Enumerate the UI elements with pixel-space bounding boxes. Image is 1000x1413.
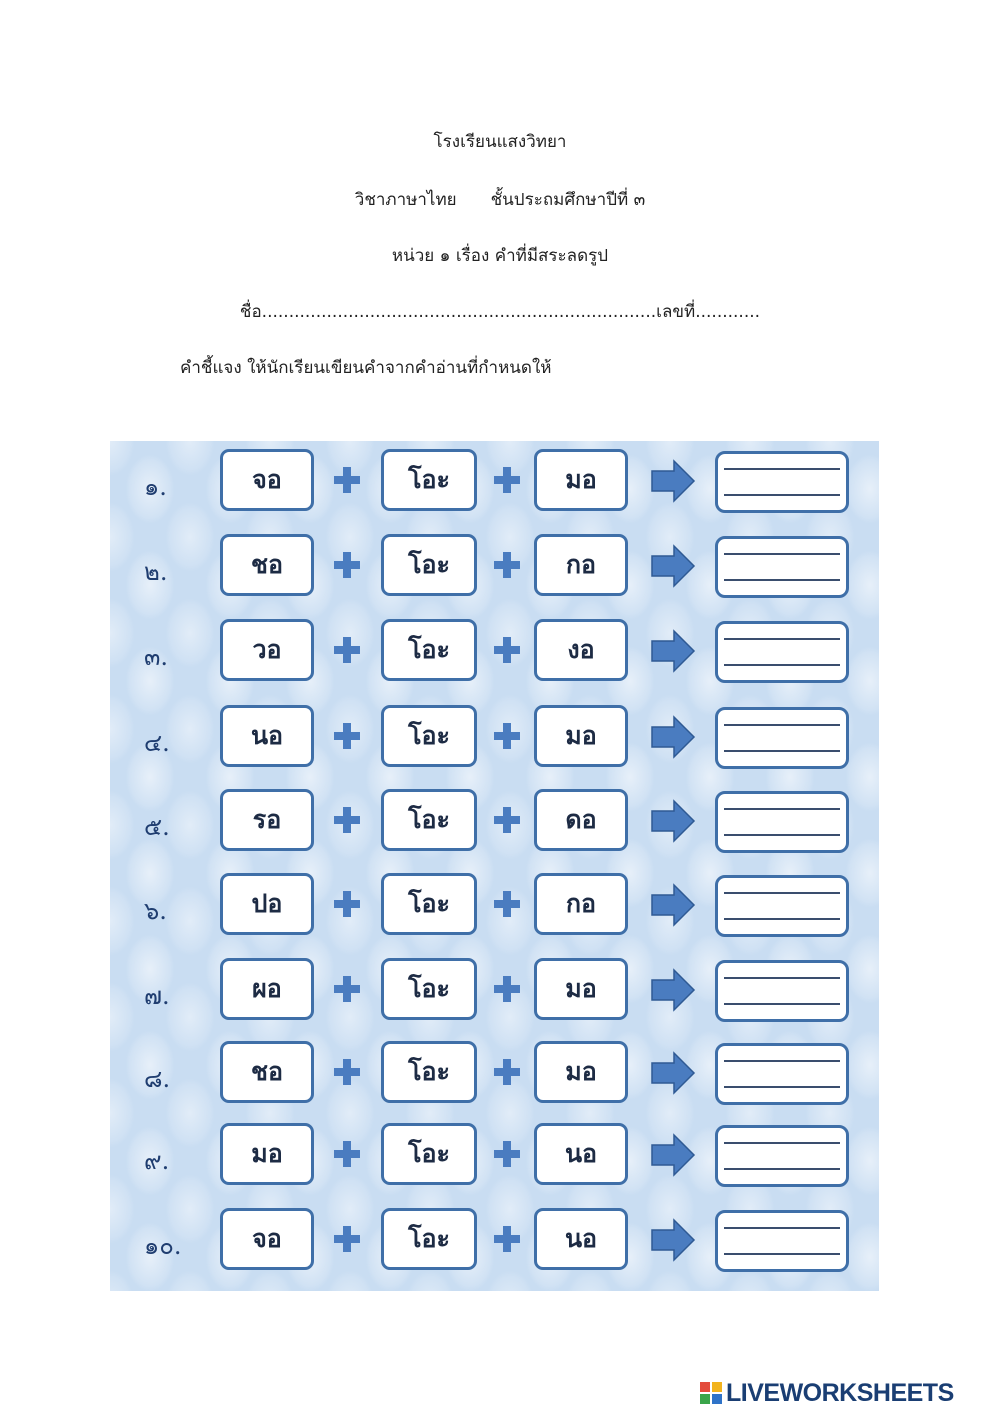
- initial-consonant-tile: วอ: [220, 619, 314, 681]
- initial-consonant-tile: นอ: [220, 705, 314, 767]
- arrow-right-icon: [650, 883, 696, 927]
- subject-line: [0, 186, 1000, 213]
- exercise-row: [110, 449, 879, 519]
- item-number: ๖.: [144, 897, 167, 925]
- arrow-right-icon: [650, 1051, 696, 1095]
- plus-icon: [494, 1226, 520, 1252]
- exercise-row: [110, 789, 879, 859]
- final-consonant-tile: มอ: [534, 705, 628, 767]
- exercise-row: [110, 1208, 879, 1278]
- arrow-right-icon: [650, 1133, 696, 1177]
- arrow-right-icon: [650, 1218, 696, 1262]
- name-number-line: ชื่อ.........................................................................เลขที่............: [239, 302, 761, 322]
- plus-icon: [494, 637, 520, 663]
- item-number: ๗.: [144, 982, 170, 1010]
- unit-title: หน่วย ๑ เรื่อง คำที่มีสระลดรูป: [391, 246, 609, 266]
- final-consonant-tile: กอ: [534, 873, 628, 935]
- brand-name: LIVEWORKSHEETS: [726, 1378, 954, 1407]
- item-number: ๓.: [144, 643, 169, 671]
- vowel-tile: โอะ: [381, 1041, 477, 1103]
- initial-consonant-tile: มอ: [220, 1123, 314, 1185]
- arrow-right-icon: [650, 544, 696, 588]
- plus-icon: [334, 891, 360, 917]
- answer-box[interactable]: [715, 536, 849, 598]
- plus-icon: [494, 807, 520, 833]
- initial-consonant-tile: ชอ: [220, 534, 314, 596]
- item-number: ๑๐.: [144, 1232, 182, 1260]
- answer-box[interactable]: [715, 1125, 849, 1187]
- answer-box[interactable]: [715, 451, 849, 513]
- answer-box[interactable]: [715, 1043, 849, 1105]
- vowel-tile: โอะ: [381, 873, 477, 935]
- footer-logo: [700, 1378, 954, 1408]
- plus-icon: [494, 1141, 520, 1167]
- exercise-row: [110, 705, 879, 775]
- vowel-tile: โอะ: [381, 1123, 477, 1185]
- plus-icon: [334, 467, 360, 493]
- vowel-tile: โอะ: [381, 619, 477, 681]
- final-consonant-tile: มอ: [534, 958, 628, 1020]
- item-number: ๒.: [144, 558, 168, 586]
- plus-icon: [334, 637, 360, 663]
- instruction-text: คำชี้แจง ให้นักเรียนเขียนคำจากคำอ่านที่กำหนดให้: [180, 358, 552, 378]
- final-consonant-tile: กอ: [534, 534, 628, 596]
- answer-box[interactable]: [715, 621, 849, 683]
- plus-icon: [494, 552, 520, 578]
- final-consonant-tile: นอ: [534, 1208, 628, 1270]
- vowel-tile: โอะ: [381, 534, 477, 596]
- initial-consonant-tile: ชอ: [220, 1041, 314, 1103]
- arrow-right-icon: [650, 968, 696, 1012]
- plus-icon: [494, 1059, 520, 1085]
- arrow-right-icon: [650, 715, 696, 759]
- plus-icon: [334, 552, 360, 578]
- plus-icon: [494, 467, 520, 493]
- exercise-row: [110, 1041, 879, 1111]
- plus-icon: [334, 1226, 360, 1252]
- liveworksheets-logo-icon: [700, 1382, 722, 1404]
- plus-icon: [334, 723, 360, 749]
- plus-icon: [494, 723, 520, 749]
- initial-consonant-tile: จอ: [220, 1208, 314, 1270]
- final-consonant-tile: มอ: [534, 1041, 628, 1103]
- plus-icon: [334, 807, 360, 833]
- arrow-right-icon: [650, 459, 696, 503]
- plus-icon: [494, 976, 520, 1002]
- item-number: ๙.: [144, 1147, 170, 1175]
- subject-name: วิชาภาษาไทย: [354, 190, 457, 210]
- initial-consonant-tile: ปอ: [220, 873, 314, 935]
- item-number: ๕.: [144, 813, 170, 841]
- plus-icon: [494, 891, 520, 917]
- initial-consonant-tile: จอ: [220, 449, 314, 511]
- vowel-tile: โอะ: [381, 705, 477, 767]
- vowel-tile: โอะ: [381, 1208, 477, 1270]
- exercise-row: [110, 619, 879, 689]
- exercise-board: [110, 441, 879, 1291]
- exercise-row: [110, 958, 879, 1028]
- answer-box[interactable]: [715, 960, 849, 1022]
- initial-consonant-tile: รอ: [220, 789, 314, 851]
- vowel-tile: โอะ: [381, 449, 477, 511]
- answer-box[interactable]: [715, 707, 849, 769]
- answer-box[interactable]: [715, 875, 849, 937]
- item-number: ๑.: [144, 473, 167, 501]
- plus-icon: [334, 1141, 360, 1167]
- final-consonant-tile: นอ: [534, 1123, 628, 1185]
- final-consonant-tile: งอ: [534, 619, 628, 681]
- vowel-tile: โอะ: [381, 958, 477, 1020]
- exercise-row: [110, 534, 879, 604]
- initial-consonant-tile: ผอ: [220, 958, 314, 1020]
- item-number: ๘.: [144, 1065, 171, 1093]
- exercise-row: [110, 873, 879, 943]
- grade-level: ชั้นประถมศึกษาปีที่ ๓: [490, 190, 646, 210]
- plus-icon: [334, 1059, 360, 1085]
- vowel-tile: โอะ: [381, 789, 477, 851]
- item-number: ๔.: [144, 729, 170, 757]
- final-consonant-tile: ดอ: [534, 789, 628, 851]
- school-name: โรงเรียนแสงวิทยา: [433, 132, 567, 152]
- answer-box[interactable]: [715, 791, 849, 853]
- final-consonant-tile: มอ: [534, 449, 628, 511]
- exercise-row: [110, 1123, 879, 1193]
- arrow-right-icon: [650, 799, 696, 843]
- answer-box[interactable]: [715, 1210, 849, 1272]
- plus-icon: [334, 976, 360, 1002]
- arrow-right-icon: [650, 629, 696, 673]
